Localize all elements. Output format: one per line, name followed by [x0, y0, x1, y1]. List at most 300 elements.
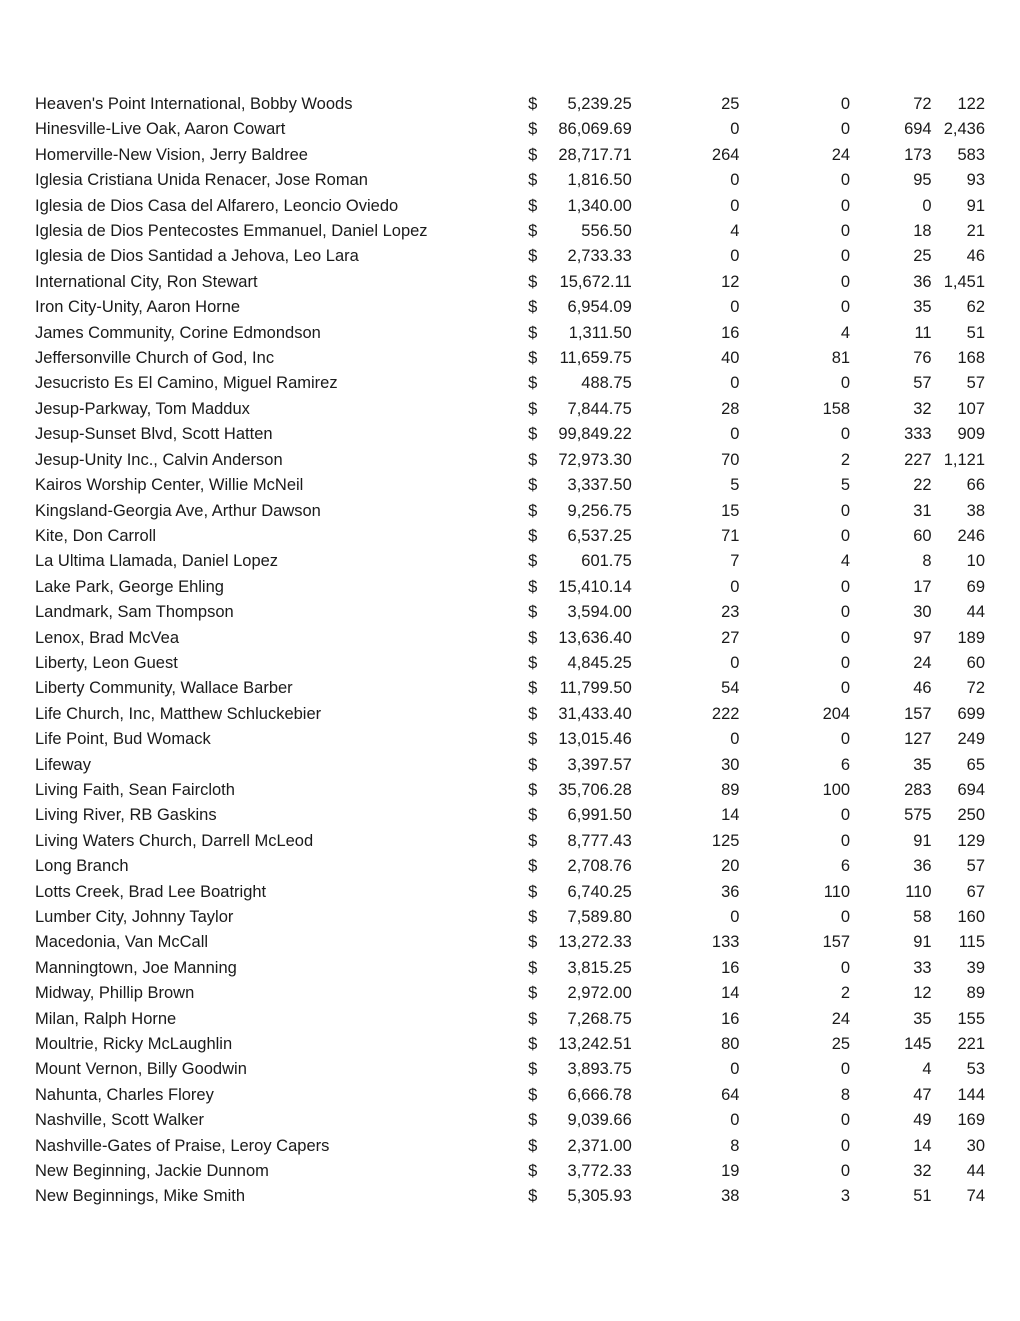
currency-symbol-cell: $ — [528, 577, 538, 596]
count-cell-2: 0 — [840, 577, 851, 596]
table-row — [35, 549, 985, 574]
table-row — [35, 499, 985, 524]
currency-symbol-cell: $ — [528, 425, 538, 444]
amount-cell: 7,589.80 — [567, 908, 632, 926]
count-cell-1: 36 — [721, 882, 740, 901]
count-cell-2: 0 — [840, 806, 851, 825]
church-name-cell: Lake Park, George Ehling — [35, 577, 224, 596]
count-cell-4: 69 — [966, 577, 985, 596]
count-cell-1: 30 — [721, 755, 740, 774]
table-row — [35, 600, 985, 625]
count-cell-2: 5 — [840, 476, 851, 495]
church-name-cell: Iron City-Unity, Aaron Horne — [35, 298, 241, 317]
church-name-cell: New Beginnings, Mike Smith — [35, 1187, 246, 1206]
count-cell-3: 51 — [913, 1187, 932, 1206]
currency-symbol-cell: $ — [528, 323, 538, 342]
count-cell-3: 49 — [913, 1111, 932, 1130]
count-cell-3: 145 — [904, 1035, 932, 1054]
church-name-cell: Lumber City, Johnny Taylor — [35, 908, 234, 926]
count-cell-3: 283 — [904, 780, 932, 799]
currency-symbol-cell: $ — [528, 1060, 538, 1079]
count-cell-1: 264 — [711, 145, 740, 164]
amount-cell: 8,777.43 — [567, 831, 632, 850]
count-cell-2: 81 — [831, 349, 851, 368]
count-cell-1: 16 — [721, 323, 740, 342]
church-name-cell: International City, Ron Stewart — [35, 272, 258, 291]
currency-symbol-cell: $ — [528, 120, 538, 139]
amount-cell: 28,717.71 — [558, 145, 632, 164]
table-row — [35, 626, 985, 651]
church-name-cell: Long Branch — [35, 857, 129, 876]
count-cell-3: 0 — [922, 196, 932, 215]
amount-cell: 13,015.46 — [558, 730, 632, 749]
currency-symbol-cell: $ — [528, 298, 538, 317]
amount-cell: 35,706.28 — [558, 780, 632, 799]
count-cell-2: 25 — [831, 1035, 851, 1054]
table-row — [35, 1134, 985, 1159]
count-cell-4: 909 — [957, 425, 985, 444]
count-cell-4: 44 — [966, 603, 985, 622]
count-cell-2: 0 — [840, 247, 851, 266]
count-cell-4: 2,436 — [943, 120, 985, 139]
count-cell-3: 110 — [905, 882, 932, 901]
table-row — [35, 829, 985, 854]
amount-cell: 1,816.50 — [567, 171, 632, 190]
count-cell-2: 4 — [840, 552, 851, 571]
count-cell-3: 36 — [913, 272, 932, 291]
count-cell-1: 0 — [730, 298, 740, 317]
count-cell-2: 158 — [822, 399, 851, 418]
count-cell-4: 221 — [957, 1035, 985, 1054]
table-row — [35, 956, 985, 981]
count-cell-3: 57 — [913, 374, 932, 393]
count-cell-4: 57 — [966, 857, 985, 876]
church-name-cell: Life Point, Bud Womack — [35, 730, 211, 749]
count-cell-4: 57 — [966, 374, 985, 393]
count-cell-2: 2 — [840, 450, 851, 469]
count-cell-2: 0 — [840, 1111, 851, 1130]
table-row — [35, 1108, 985, 1133]
church-name-cell: Living River, RB Gaskins — [35, 806, 217, 825]
count-cell-1: 0 — [730, 425, 740, 444]
amount-cell: 3,893.75 — [567, 1060, 632, 1079]
count-cell-4: 51 — [966, 323, 985, 342]
amount-cell: 488.75 — [581, 374, 632, 393]
count-cell-3: 35 — [913, 755, 932, 774]
count-cell-4: 46 — [966, 247, 985, 266]
currency-symbol-cell: $ — [528, 272, 538, 291]
currency-symbol-cell: $ — [528, 450, 538, 469]
church-name-cell: Lifeway — [35, 755, 91, 774]
count-cell-4: 91 — [966, 196, 985, 215]
count-cell-2: 2 — [840, 984, 851, 1003]
church-name-cell: Iglesia de Dios Santidad a Jehova, Leo Lara — [35, 247, 359, 266]
count-cell-3: 35 — [913, 298, 932, 317]
table-row — [35, 143, 985, 168]
count-cell-4: 115 — [958, 933, 985, 952]
count-cell-3: 8 — [922, 552, 932, 571]
count-cell-1: 80 — [721, 1035, 740, 1054]
count-cell-2: 0 — [840, 374, 851, 393]
table-row — [35, 1159, 985, 1184]
count-cell-2: 0 — [840, 603, 851, 622]
currency-symbol-cell: $ — [528, 933, 538, 952]
currency-symbol-cell: $ — [528, 349, 538, 368]
amount-cell: 3,594.00 — [567, 603, 632, 622]
count-cell-2: 110 — [823, 882, 851, 901]
count-cell-2: 0 — [840, 95, 851, 113]
count-cell-1: 0 — [730, 730, 740, 749]
count-cell-4: 189 — [957, 628, 985, 647]
count-cell-4: 160 — [957, 908, 985, 926]
currency-symbol-cell: $ — [528, 526, 538, 545]
amount-cell: 72,973.30 — [558, 450, 632, 469]
table-row — [35, 575, 985, 600]
count-cell-1: 133 — [711, 933, 740, 952]
count-cell-4: 44 — [966, 1162, 985, 1181]
table-row — [35, 117, 985, 142]
table-row — [35, 397, 985, 422]
count-cell-1: 222 — [711, 704, 740, 723]
currency-symbol-cell: $ — [528, 1136, 538, 1155]
count-cell-1: 38 — [721, 1187, 740, 1206]
table-row — [35, 1032, 985, 1057]
count-cell-1: 15 — [721, 501, 740, 520]
count-cell-3: 24 — [913, 653, 932, 672]
count-cell-2: 0 — [840, 831, 851, 850]
count-cell-3: 227 — [904, 450, 932, 469]
currency-symbol-cell: $ — [528, 552, 538, 571]
church-name-cell: Jesup-Unity Inc., Calvin Anderson — [35, 450, 283, 469]
count-cell-2: 157 — [822, 933, 851, 952]
count-cell-3: 17 — [913, 577, 932, 596]
table-body — [35, 92, 985, 1210]
amount-cell: 11,659.75 — [559, 349, 632, 368]
amount-cell: 9,256.75 — [567, 501, 632, 520]
currency-symbol-cell: $ — [528, 882, 538, 901]
amount-cell: 7,268.75 — [567, 1009, 632, 1028]
count-cell-4: 107 — [957, 399, 985, 418]
count-cell-4: 249 — [957, 730, 985, 749]
count-cell-1: 27 — [721, 628, 740, 647]
church-name-cell: Iglesia Cristiana Unida Renacer, Jose Roman — [35, 171, 368, 190]
table-row — [35, 1007, 985, 1032]
amount-cell: 15,410.14 — [558, 577, 632, 596]
count-cell-3: 91 — [913, 933, 932, 952]
currency-symbol-cell: $ — [528, 1187, 538, 1206]
amount-cell: 3,397.57 — [567, 755, 632, 774]
currency-symbol-cell: $ — [528, 984, 538, 1003]
count-cell-3: 58 — [913, 908, 932, 926]
count-cell-1: 7 — [730, 552, 740, 571]
church-name-cell: Living Waters Church, Darrell McLeod — [35, 831, 314, 850]
count-cell-4: 169 — [957, 1111, 985, 1130]
count-cell-1: 125 — [711, 831, 740, 850]
count-cell-2: 0 — [840, 908, 851, 926]
table-row — [35, 321, 985, 346]
count-cell-3: 72 — [913, 95, 932, 113]
count-cell-4: 168 — [957, 349, 985, 368]
table-row — [35, 346, 985, 371]
amount-cell: 13,242.51 — [558, 1035, 632, 1054]
currency-symbol-cell: $ — [528, 374, 538, 393]
count-cell-3: 694 — [904, 120, 932, 139]
table-row — [35, 194, 985, 219]
count-cell-4: 62 — [966, 298, 985, 317]
table-row — [35, 702, 985, 727]
amount-cell: 6,991.50 — [567, 806, 632, 825]
count-cell-3: 35 — [913, 1009, 932, 1028]
count-cell-3: 31 — [913, 501, 932, 520]
table-row — [35, 981, 985, 1006]
table-row — [35, 753, 985, 778]
currency-symbol-cell: $ — [528, 831, 538, 850]
table-row — [35, 1083, 985, 1108]
count-cell-2: 0 — [840, 171, 851, 190]
count-cell-3: 32 — [913, 399, 932, 418]
count-cell-4: 122 — [957, 95, 985, 113]
count-cell-2: 0 — [840, 425, 851, 444]
count-cell-3: 47 — [913, 1085, 932, 1104]
amount-cell: 11,799.50 — [559, 679, 632, 698]
count-cell-2: 0 — [840, 196, 851, 215]
church-name-cell: Kairos Worship Center, Willie McNeil — [35, 476, 304, 495]
amount-cell: 6,666.78 — [567, 1085, 632, 1104]
table-row — [35, 448, 985, 473]
currency-symbol-cell: $ — [528, 476, 538, 495]
table-row — [35, 270, 985, 295]
count-cell-4: 30 — [966, 1136, 985, 1155]
amount-cell: 86,069.69 — [558, 120, 632, 139]
amount-cell: 3,815.25 — [567, 958, 632, 977]
church-name-cell: Living Faith, Sean Faircloth — [35, 780, 235, 799]
count-cell-2: 0 — [840, 653, 851, 672]
count-cell-1: 14 — [721, 984, 740, 1003]
count-cell-3: 76 — [913, 349, 932, 368]
church-report-table — [35, 92, 985, 1210]
count-cell-2: 0 — [840, 272, 851, 291]
currency-symbol-cell: $ — [528, 501, 538, 520]
church-name-cell: Macedonia, Van McCall — [35, 933, 209, 952]
count-cell-3: 173 — [904, 145, 932, 164]
count-cell-2: 8 — [840, 1085, 851, 1104]
count-cell-4: 74 — [966, 1187, 985, 1206]
church-name-cell: Iglesia de Dios Pentecostes Emmanuel, Daniel Lopez — [35, 222, 428, 241]
amount-cell: 99,849.22 — [558, 425, 632, 444]
count-cell-1: 71 — [721, 526, 740, 545]
currency-symbol-cell: $ — [528, 780, 538, 799]
table-row — [35, 880, 985, 905]
count-cell-2: 3 — [840, 1187, 851, 1206]
amount-cell: 15,672.11 — [559, 272, 632, 291]
count-cell-4: 583 — [957, 145, 985, 164]
count-cell-3: 157 — [904, 704, 932, 723]
currency-symbol-cell: $ — [528, 603, 538, 622]
currency-symbol-cell: $ — [528, 1035, 538, 1054]
count-cell-1: 28 — [721, 399, 740, 418]
count-cell-4: 67 — [966, 882, 985, 901]
amount-cell: 7,844.75 — [567, 399, 632, 418]
church-name-cell: Liberty Community, Wallace Barber — [35, 679, 293, 698]
count-cell-2: 204 — [822, 704, 851, 723]
count-cell-1: 0 — [730, 196, 740, 215]
currency-symbol-cell: $ — [528, 171, 538, 190]
count-cell-3: 14 — [913, 1136, 932, 1155]
currency-symbol-cell: $ — [528, 806, 538, 825]
count-cell-4: 21 — [966, 222, 985, 241]
count-cell-3: 127 — [904, 730, 932, 749]
count-cell-2: 0 — [840, 730, 851, 749]
count-cell-4: 39 — [966, 958, 985, 977]
count-cell-4: 250 — [957, 806, 985, 825]
count-cell-2: 0 — [840, 298, 851, 317]
count-cell-1: 0 — [730, 577, 740, 596]
count-cell-1: 14 — [721, 806, 740, 825]
table-row — [35, 244, 985, 269]
table-row — [35, 803, 985, 828]
amount-cell: 4,845.25 — [567, 653, 632, 672]
count-cell-4: 66 — [966, 476, 985, 495]
count-cell-2: 4 — [840, 323, 851, 342]
amount-cell: 6,740.25 — [567, 882, 632, 901]
church-name-cell: Kite, Don Carroll — [35, 526, 157, 545]
count-cell-1: 19 — [721, 1162, 740, 1181]
count-cell-2: 0 — [840, 679, 851, 698]
count-cell-1: 23 — [721, 603, 740, 622]
currency-symbol-cell: $ — [528, 1162, 538, 1181]
church-name-cell: Milan, Ralph Horne — [35, 1009, 177, 1028]
count-cell-1: 20 — [721, 857, 740, 876]
count-cell-1: 12 — [721, 272, 740, 291]
amount-cell: 13,636.40 — [558, 628, 632, 647]
church-name-cell: Jeffersonville Church of God, Inc — [35, 349, 275, 368]
amount-cell: 2,371.00 — [567, 1136, 632, 1155]
count-cell-3: 46 — [913, 679, 932, 698]
currency-symbol-cell: $ — [528, 958, 538, 977]
church-name-cell: Kingsland-Georgia Ave, Arthur Dawson — [35, 501, 321, 520]
count-cell-1: 5 — [730, 476, 740, 495]
amount-cell: 2,733.33 — [567, 247, 632, 266]
count-cell-1: 89 — [721, 780, 740, 799]
count-cell-1: 70 — [721, 450, 740, 469]
amount-cell: 31,433.40 — [558, 704, 632, 723]
table-row — [35, 473, 985, 498]
count-cell-4: 694 — [957, 780, 985, 799]
currency-symbol-cell: $ — [528, 196, 538, 215]
count-cell-2: 0 — [840, 1060, 851, 1079]
count-cell-4: 38 — [966, 501, 985, 520]
table-row — [35, 371, 985, 396]
count-cell-1: 0 — [730, 1111, 740, 1130]
amount-cell: 3,772.33 — [567, 1162, 632, 1181]
count-cell-1: 0 — [730, 171, 740, 190]
table-row — [35, 905, 985, 930]
table-row — [35, 295, 985, 320]
table-row — [35, 219, 985, 244]
church-name-cell: Homerville-New Vision, Jerry Baldree — [35, 145, 308, 164]
count-cell-3: 11 — [914, 323, 932, 342]
count-cell-2: 0 — [840, 628, 851, 647]
count-cell-4: 60 — [966, 653, 985, 672]
count-cell-2: 6 — [840, 755, 851, 774]
count-cell-2: 0 — [840, 526, 851, 545]
currency-symbol-cell: $ — [528, 247, 538, 266]
currency-symbol-cell: $ — [528, 95, 538, 113]
table-row — [35, 168, 985, 193]
count-cell-2: 100 — [822, 780, 851, 799]
count-cell-3: 22 — [913, 476, 932, 495]
church-name-cell: Liberty, Leon Guest — [35, 653, 178, 672]
count-cell-2: 6 — [840, 857, 851, 876]
count-cell-2: 24 — [831, 1009, 851, 1028]
church-name-cell: Manningtown, Joe Manning — [35, 958, 237, 977]
table-row — [35, 422, 985, 447]
count-cell-1: 0 — [730, 120, 740, 139]
currency-symbol-cell: $ — [528, 653, 538, 672]
table-row — [35, 1184, 985, 1209]
amount-cell: 6,537.25 — [567, 526, 632, 545]
currency-symbol-cell: $ — [528, 1085, 538, 1104]
count-cell-3: 60 — [913, 526, 932, 545]
count-cell-2: 0 — [840, 1162, 851, 1181]
count-cell-4: 155 — [957, 1009, 985, 1028]
count-cell-1: 16 — [721, 1009, 740, 1028]
count-cell-4: 72 — [966, 679, 985, 698]
currency-symbol-cell: $ — [528, 704, 538, 723]
count-cell-4: 1,451 — [943, 272, 985, 291]
count-cell-1: 25 — [721, 95, 740, 113]
count-cell-2: 0 — [840, 1136, 851, 1155]
count-cell-3: 32 — [913, 1162, 932, 1181]
currency-symbol-cell: $ — [528, 628, 538, 647]
count-cell-1: 0 — [730, 653, 740, 672]
church-name-cell: Nahunta, Charles Florey — [35, 1085, 214, 1104]
table-row — [35, 92, 985, 117]
amount-cell: 6,954.09 — [567, 298, 632, 317]
amount-cell: 601.75 — [581, 552, 632, 571]
count-cell-2: 0 — [840, 120, 851, 139]
table-row — [35, 1057, 985, 1082]
count-cell-1: 0 — [730, 908, 740, 926]
table-row — [35, 676, 985, 701]
count-cell-2: 24 — [831, 145, 851, 164]
count-cell-4: 53 — [966, 1060, 985, 1079]
count-cell-1: 64 — [721, 1085, 740, 1104]
count-cell-1: 0 — [730, 374, 740, 393]
table-row — [35, 854, 985, 879]
currency-symbol-cell: $ — [528, 399, 538, 418]
count-cell-4: 93 — [966, 171, 985, 190]
church-name-cell: Lotts Creek, Brad Lee Boatright — [35, 882, 267, 901]
currency-symbol-cell: $ — [528, 145, 538, 164]
count-cell-4: 246 — [957, 526, 985, 545]
currency-symbol-cell: $ — [528, 730, 538, 749]
currency-symbol-cell: $ — [528, 679, 538, 698]
count-cell-1: 4 — [730, 222, 740, 241]
count-cell-4: 65 — [966, 755, 985, 774]
amount-cell: 9,039.66 — [567, 1111, 632, 1130]
church-name-cell: Lenox, Brad McVea — [35, 628, 180, 647]
count-cell-1: 16 — [721, 958, 740, 977]
count-cell-3: 12 — [913, 984, 932, 1003]
count-cell-3: 30 — [913, 603, 932, 622]
table-row — [35, 727, 985, 752]
amount-cell: 13,272.33 — [558, 933, 632, 952]
currency-symbol-cell: $ — [528, 222, 538, 241]
count-cell-3: 91 — [913, 831, 932, 850]
count-cell-3: 95 — [913, 171, 932, 190]
currency-symbol-cell: $ — [528, 1009, 538, 1028]
